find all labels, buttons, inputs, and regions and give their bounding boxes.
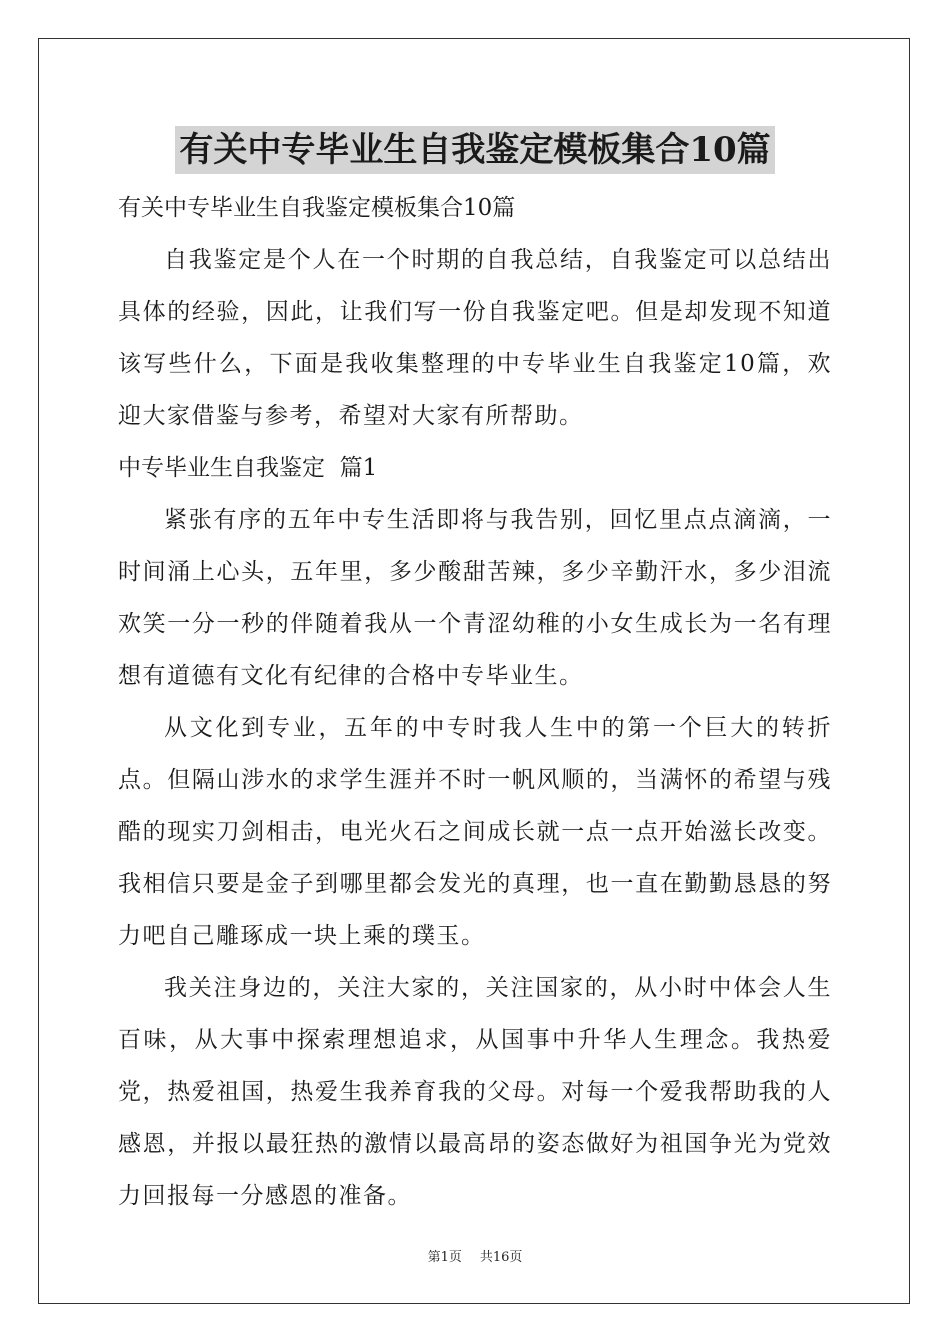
document-body — [118, 118, 832, 1222]
body-paragraph-1: 紧张有序的五年中专生活即将与我告别，回忆里点点滴滴，一时间涌上心头，五年里，多少酸甜苦辣，多少辛勤汗水，多少泪流欢笑一分一秒的伴随着我从一个青涩幼稚的小女生成长为一名有理想有道德有文化有纪律的合格中专毕业生。 — [118, 507, 832, 689]
page-number: 第1页 — [427, 1250, 462, 1265]
document-title — [118, 126, 832, 178]
page-footer — [0, 1246, 950, 1265]
section-heading: 中专毕业生自我鉴定 篇1 — [118, 455, 378, 481]
document-title-text: 有关中专毕业生自我鉴定模板集合10篇 — [175, 126, 774, 174]
total-pages: 共16页 — [479, 1250, 523, 1265]
body-paragraph-3: 我关注身边的，关注大家的，关注国家的，从小时中体会人生百味，从大事中探索理想追求，从国事中升华人生理念。我热爱党，热爱祖国，热爱生我养育我的父母。对每一个爱我帮助我的人感恩，并报以最狂热的激情以最高昂的姿态做好为祖国争光为党效力回报每一分感恩的准备。 — [118, 975, 832, 1209]
body-paragraph-2: 从文化到专业，五年的中专时我人生中的第一个巨大的转折点。但隔山涉水的求学生涯并不时一帆风顺的，当满怀的希望与残酷的现实刀剑相击，电光火石之间成长就一点一点开始滋长改变。我相信只要是金子到哪里都会发光的真理，也一直在勤勤恳恳的努力吧自己雕琢成一块上乘的璞玉。 — [118, 715, 832, 949]
document-subtitle: 有关中专毕业生自我鉴定模板集合10篇 — [118, 195, 516, 221]
intro-paragraph: 自我鉴定是个人在一个时期的自我总结，自我鉴定可以总结出具体的经验，因此，让我们写一份自我鉴定吧。但是却发现不知道该写些什么，下面是我收集整理的中专毕业生自我鉴定10篇，欢迎大家借鉴与参考，希望对大家有所帮助。 — [118, 247, 832, 429]
